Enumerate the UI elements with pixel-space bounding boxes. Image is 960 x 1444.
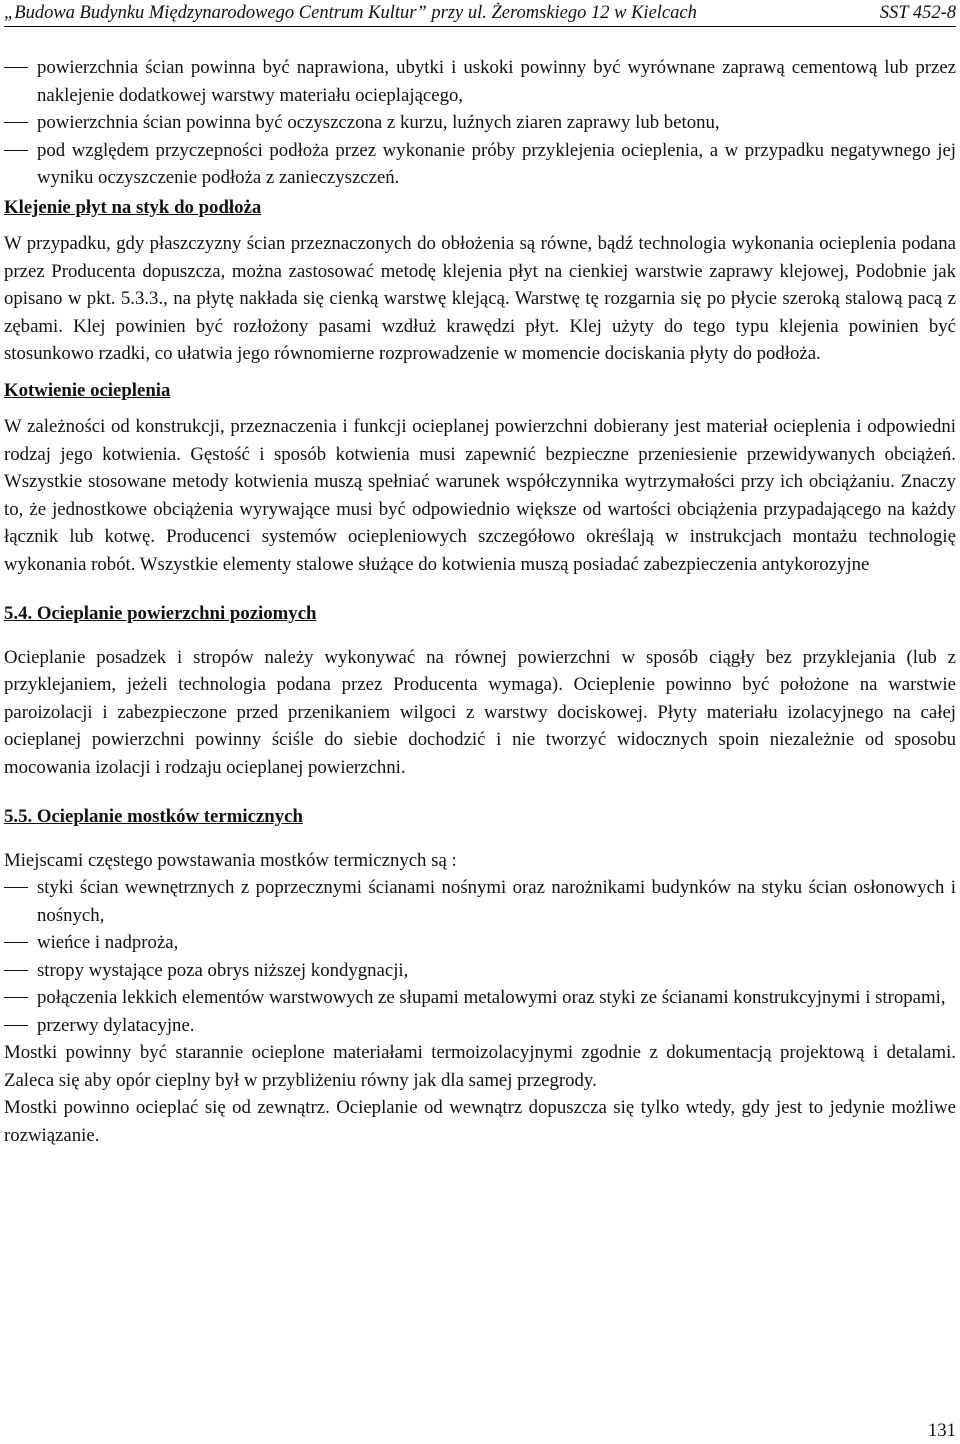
list-item: powierzchnia ścian powinna być oczyszczona z kurzu, luźnych ziaren zaprawy lub betonu,: [4, 109, 956, 137]
section-heading-kotwienie: Kotwienie ocieplenia: [4, 379, 171, 401]
list-item: pod względem przyczepności podłoża przez wykonanie próby przyklejenia ocieplenia, a w przypadku negatywnego jej wyniku oczyszczenie podłoża z zanieczyszczeń.: [4, 137, 956, 192]
section-heading-5-5: 5.5. Ocieplanie mostków termicznych: [4, 806, 303, 827]
section-paragraph-kotwienie: W zależności od konstrukcji, przeznaczenia i funkcji ocieplanej powierzchni dobierany jest materiał ocieplenia i odpowiedni rodzaj jego kotwienia. Gęstość i sposób kotwienia musi zapewnić bezpieczne przeniesienie przewidywanych obciążeń. Wszystkie stosowane metody kotwienia muszą spełniać warunek współczynnika wytrzymałości przy ich obciążaniu. Znaczy to, że jednostkowe obciążenia wyrywające musi być odpowiednio większe od wartości obciążenia przypadającego na każdy łącznik lub kotwę. Producenci systemów ociepleniowych szczegółowo określają w instrukcjach montażu technologię wykonania robót. Wszystkie elementy stalowe służące do kotwienia muszą posiadać zabezpieczenia antykorozyjne: [4, 416, 956, 575]
section-paragraph-klejenie: W przypadku, gdy płaszczyzny ścian przeznaczonych do obłożenia są równe, bądź technologia wykonania ocieplenia podana przez Producenta dopuszcza, można zastosować metodę klejenia płyt na cienkiej warstwie zaprawy klejowej, Podobnie jak opisano w pkt. 5.3.3., na płytę nakłada się cienką warstwę klejącą. Warstwę tę rozgarnia się po płycie szeroką stalową pacą z zębami. Klej powinien być rozłożony pasami wzdłuż krawędzi płyt. Klej użyty do tego typu klejenia powinien być stosunkowo rzadki, co ułatwia jego równomierne rozprowadzenie w momencie dociskania płyty do podłoża.: [4, 233, 956, 364]
list-item: powierzchnia ścian powinna być naprawiona, ubytki i uskoki powinny być wyrównane zaprawą cementową lub przez naklejenie dodatkowej warstwy materiału ocieplającego,: [4, 54, 956, 109]
header-code: SST 452-8: [879, 3, 956, 23]
list-item: przerwy dylatacyjne.: [4, 1012, 956, 1040]
list-item: połączenia lekkich elementów warstwowych ze słupami metalowymi oraz styki ze ścianami konstrukcyjnymi i stropami,: [4, 984, 956, 1012]
list-item: stropy wystające poza obrys niższej kondygnacji,: [4, 957, 956, 985]
section-intro-5-5: Miejscami częstego powstawania mostków termicznych są :: [4, 849, 457, 871]
section-heading-klejenie: Klejenie płyt na styk do podłoża: [4, 196, 262, 218]
page-number: 131: [927, 1420, 956, 1441]
section-paragraph-5-5-b: Mostki powinno ocieplać się od zewnątrz. Ocieplanie od wewnątrz dopuszcza się tylko wtedy, gdy jest to jedynie możliwe rozwiązanie.: [4, 1097, 956, 1146]
header-title: „Budowa Budynku Międzynarodowego Centrum Kultur” przy ul. Żeromskiego 12 w Kielcach: [4, 3, 697, 23]
page-header: [4, 0, 956, 27]
page-content: [4, 54, 956, 1149]
section-paragraph-5-4: Ocieplanie posadzek i stropów należy wykonywać na równej powierzchni w sposób ciągły bez przyklejania (lub z przyklejaniem, jeżeli technologia podana przez Producenta wymaga). Ocieplenie powinno być położone na warstwie paroizolacji i zabezpieczone przed przenikaniem wilgoci z warstwy dociskowej. Płyty materiału izolacyjnego na całej ocieplanej powierzchni powinny ściśle do siebie dochodzić i nie tworzyć widocznych spoin niezależnie od sposobu mocowania izolacji i rodzaju ocieplanej powierzchni.: [4, 646, 956, 778]
section-heading-5-4: 5.4. Ocieplanie powierzchni poziomych: [4, 603, 317, 624]
section-paragraph-5-5-a: Mostki powinny być starannie ocieplone materiałami termoizolacyjnymi zgodnie z dokumentacją projektową i detalami. Zaleca się aby opór cieplny był w przybliżeniu równy jak dla samej przegrody.: [4, 1042, 956, 1091]
list-item: styki ścian wewnętrznych z poprzecznymi ścianami nośnymi oraz narożnikami budynków na styku ścian osłonowych i nośnych,: [4, 874, 956, 929]
preparation-list: [4, 54, 956, 192]
list-item: wieńce i nadproża,: [4, 929, 956, 957]
thermal-bridges-list: [4, 874, 956, 1039]
